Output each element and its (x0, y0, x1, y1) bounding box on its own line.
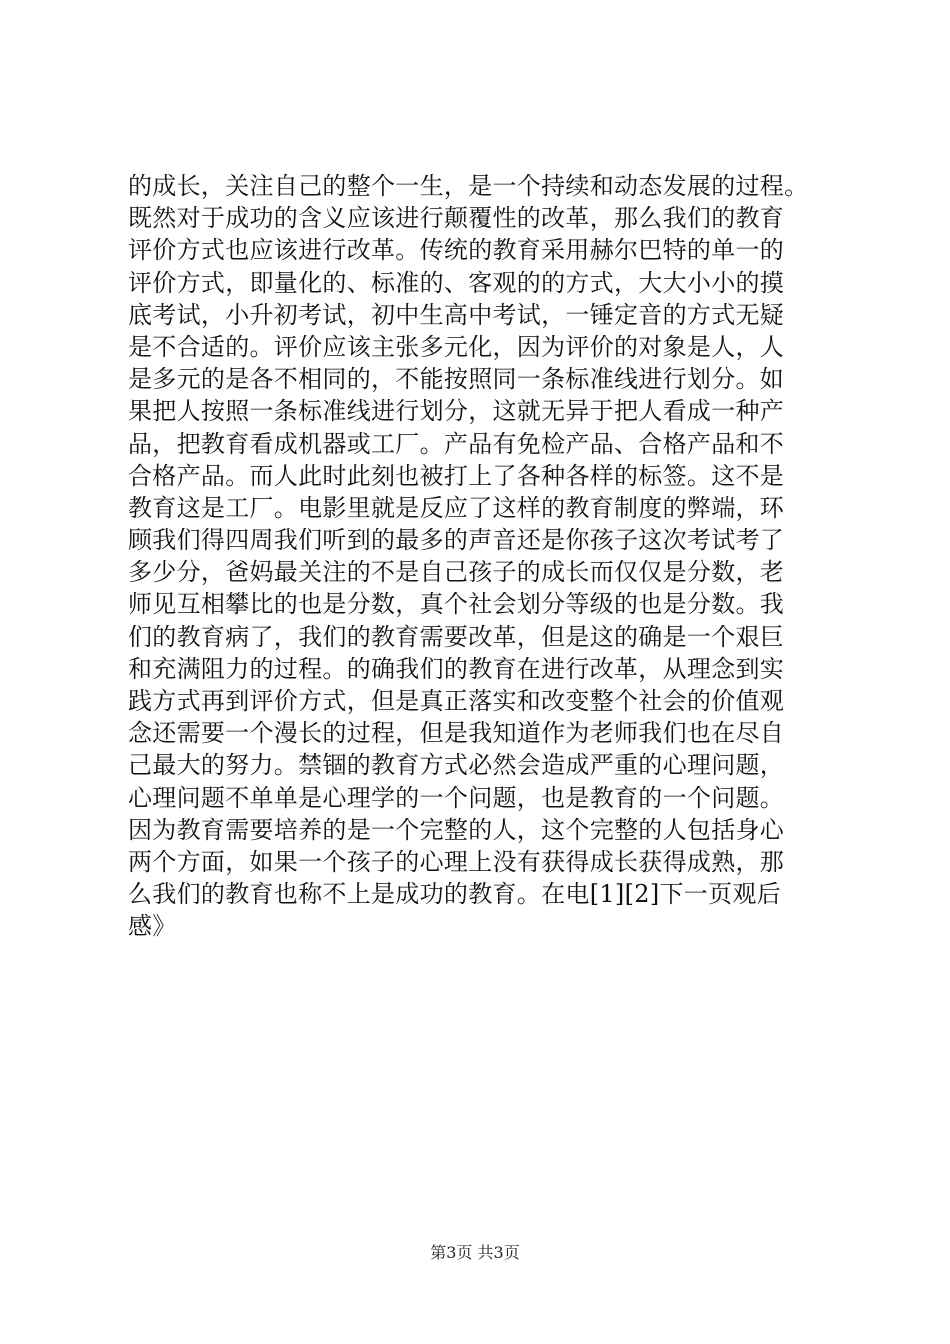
text-line: 师见互相攀比的也是分数，真个社会划分等级的也是分数。我 (128, 590, 785, 619)
text-line: 因为教育需要培养的是一个完整的人，这个完整的人包括身心 (128, 815, 785, 844)
text-line: 心理问题不单单是心理学的一个问题，也是教育的一个问题。 (128, 783, 785, 812)
text-line: 底考试，小升初考试，初中生高中考试，一锤定音的方式无疑 (128, 300, 785, 329)
text-line: 么我们的教育也称不上是成功的教育。在电[1][2]下一页观后 (128, 880, 781, 909)
body-text (128, 170, 828, 943)
text-line: 果把人按照一条标准线进行划分，这就无异于把人看成一种产 (128, 397, 785, 426)
text-line: 教育这是工厂。电影里就是反应了这样的教育制度的弊端，环 (128, 493, 785, 522)
text-line: 们的教育病了，我们的教育需要改革，但是这的确是一个艰巨 (128, 622, 785, 651)
text-line: 品，把教育看成机器或工厂。产品有免检产品、合格产品和不 (128, 429, 785, 458)
text-line: 顾我们得四周我们听到的最多的声音还是你孩子这次考试考了 (128, 526, 785, 555)
text-line: 和充满阻力的过程。的确我们的教育在进行改革，从理念到实 (128, 654, 785, 683)
text-line: 念还需要一个漫长的过程，但是我知道作为老师我们也在尽自 (128, 719, 785, 748)
text-line: 的成长，关注自己的整个一生，是一个持续和动态发展的过程。 (128, 172, 809, 200)
text-line: 感》 (128, 912, 177, 941)
text-line: 践方式再到评价方式，但是真正落实和改变整个社会的价值观 (128, 687, 785, 715)
page-footer: 第3页 共3页 (430, 1243, 520, 1262)
text-line: 合格产品。而人此时此刻也被打上了各种各样的标签。这不是 (128, 461, 785, 490)
text-line: 评价方式也应该进行改革。传统的教育采用赫尔巴特的单一的 (128, 236, 785, 265)
text-line: 两个方面，如果一个孩子的心理上没有获得成长获得成熟，那 (128, 847, 785, 876)
text-line: 多少分，爸妈最关注的不是自己孩子的成长而仅仅是分数，老 (128, 558, 785, 587)
text-line: 是多元的是各不相同的，不能按照同一条标准线进行划分。如 (128, 365, 785, 394)
text-line: 是不合适的。评价应该主张多元化，因为评价的对象是人，人 (128, 332, 785, 361)
text-line: 既然对于成功的含义应该进行颠覆性的改革，那么我们的教育 (128, 204, 785, 233)
text-line: 评价方式，即量化的、标准的、客观的的方式，大大小小的摸 (128, 268, 785, 297)
text-line: 己最大的努力。禁锢的教育方式必然会造成严重的心理问题， (128, 751, 785, 780)
